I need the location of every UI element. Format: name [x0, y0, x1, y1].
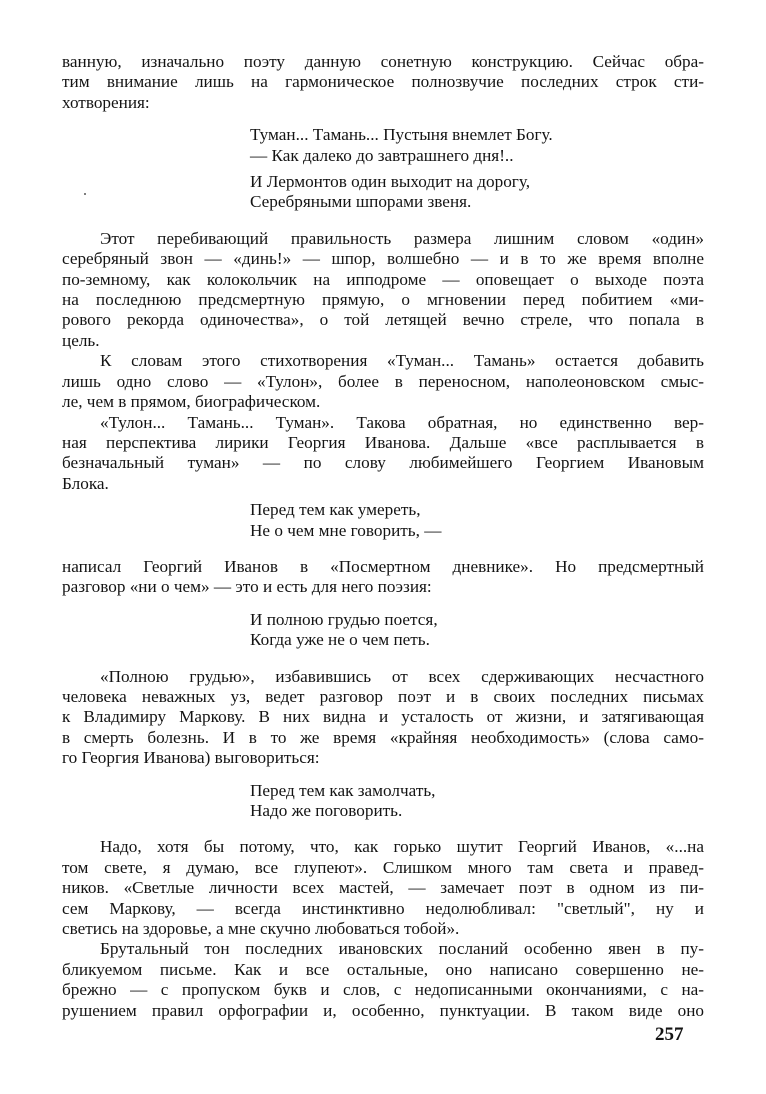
text-line: го Георгия Иванова) выговориться: [62, 748, 320, 768]
paragraph [62, 351, 704, 412]
text-line: написал Георгий Иванов в «Посмертном дневнике». Но предсмертный [62, 556, 704, 576]
text-line: «Тулон... Тамань... Туман». Такова обратная, но единственно вер- [100, 412, 704, 432]
text-line: в смерть болезнь. И в то же время «крайняя необходимость» (слова само- [62, 727, 704, 747]
body-text [62, 52, 704, 1021]
text-line: «Полною грудью», избавившись от всех сдерживающих несчастного [100, 666, 704, 686]
verse-line: Серебряными шпорами звеня. [250, 192, 472, 212]
text-line: Брутальный тон последних ивановских посланий особенно явен в пу- [100, 939, 704, 959]
text-line: Этот перебивающий правильность размера лишним словом «один» [100, 228, 704, 248]
text-line: лишь одно слово — «Тулон», более в переносном, наполеоновском смыс- [62, 371, 704, 391]
text-line: светись на здоровье, а мне скучно любоваться тобой». [62, 919, 460, 939]
verse-line: И полною грудью поется, [250, 609, 438, 629]
text-line: по-земному, как колокольчик на ипподроме — оповещает о выходе поэта [62, 269, 704, 289]
verse-block-2 [62, 500, 704, 541]
verse-line: Надо же поговорить. [250, 801, 403, 820]
text-line: безначальный туман» — по слову любимейшего Георгием Ивановым [62, 453, 704, 473]
paragraph [62, 557, 704, 598]
text-line: ванную, изначально поэту данную сонетную конструкцию. Сейчас обра- [62, 52, 704, 71]
text-line: ная перспектива лирики Георгия Иванова. Дальше «все расплывается в [62, 432, 704, 452]
verse-block-1 [62, 125, 704, 213]
verse-line: — Как далеко до завтрашнего дня!.. [250, 145, 514, 165]
paragraph [62, 413, 704, 495]
text-line: рового рекорда одиночества», о той летящей вечно стреле, что попала в [62, 310, 704, 330]
text-line: рушением правил орфографии и, особенно, пунктуации. В таком виде оно [62, 1000, 704, 1020]
text-line: тим внимание лишь на гармоническое полнозвучие последних строк сти- [62, 72, 704, 92]
text-line: сем Маркову, — всегда инстинктивно недолюбливал: "светлый", ну и [62, 898, 704, 918]
paragraph [62, 229, 704, 351]
text-line: на последнюю предсмертную прямую, о мгновении перед побитием «ми- [62, 290, 704, 310]
verse-line: И Лермонтов один выходит на дорогу, [250, 172, 531, 192]
text-line: том свете, я думаю, все глупеют». Слишком много там света и правед- [62, 857, 704, 877]
verse-line: Перед тем как умереть, [250, 500, 421, 520]
page-number: 257 [655, 1024, 684, 1045]
verse-block-3 [62, 610, 704, 651]
paragraph [62, 837, 704, 939]
text-line: ников. «Светлые личности всех мастей, — замечает поэт в одном из пи- [62, 878, 704, 898]
verse-block-4 [62, 781, 704, 822]
text-line: цель. [62, 330, 100, 350]
verse-line: Перед тем как замолчать, [250, 780, 436, 800]
text-line: разговор «ни о чем» — это и есть для него поэзия: [62, 577, 432, 597]
paragraph [62, 667, 704, 769]
text-line: к Владимиру Маркову. В них видна и усталость от жизни, и затягивающая [62, 707, 704, 727]
verse-line: Туман... Тамань... Пустыня внемлет Богу. [250, 125, 553, 145]
text-line: ле, чем в прямом, биографическом. [62, 392, 321, 412]
paragraph [62, 939, 704, 1021]
text-line: бликуемом письме. Как и все остальные, оно написано совершенно не- [62, 959, 704, 979]
text-line: серебряный звон — «динь!» — шпор, волшебно — и в то же время вполне [62, 249, 704, 269]
text-line: К словам этого стихотворения «Туман... Тамань» остается добавить [100, 351, 704, 371]
verse-line: Когда уже не о чем петь. [250, 630, 430, 650]
text-line: Блока. [62, 473, 109, 493]
verse-line: Не о чем мне говорить, — [250, 520, 442, 540]
text-line: брежно — с пропуском букв и слов, с недописанными окончаниями, с на- [62, 980, 704, 1000]
text-line: Надо, хотя бы потому, что, как горько шутит Георгий Иванов, «...на [100, 837, 704, 857]
text-line: человека неважных уз, ведет разговор поэт и в своих последних письмах [62, 686, 704, 706]
text-line: хотворения: [62, 92, 150, 112]
